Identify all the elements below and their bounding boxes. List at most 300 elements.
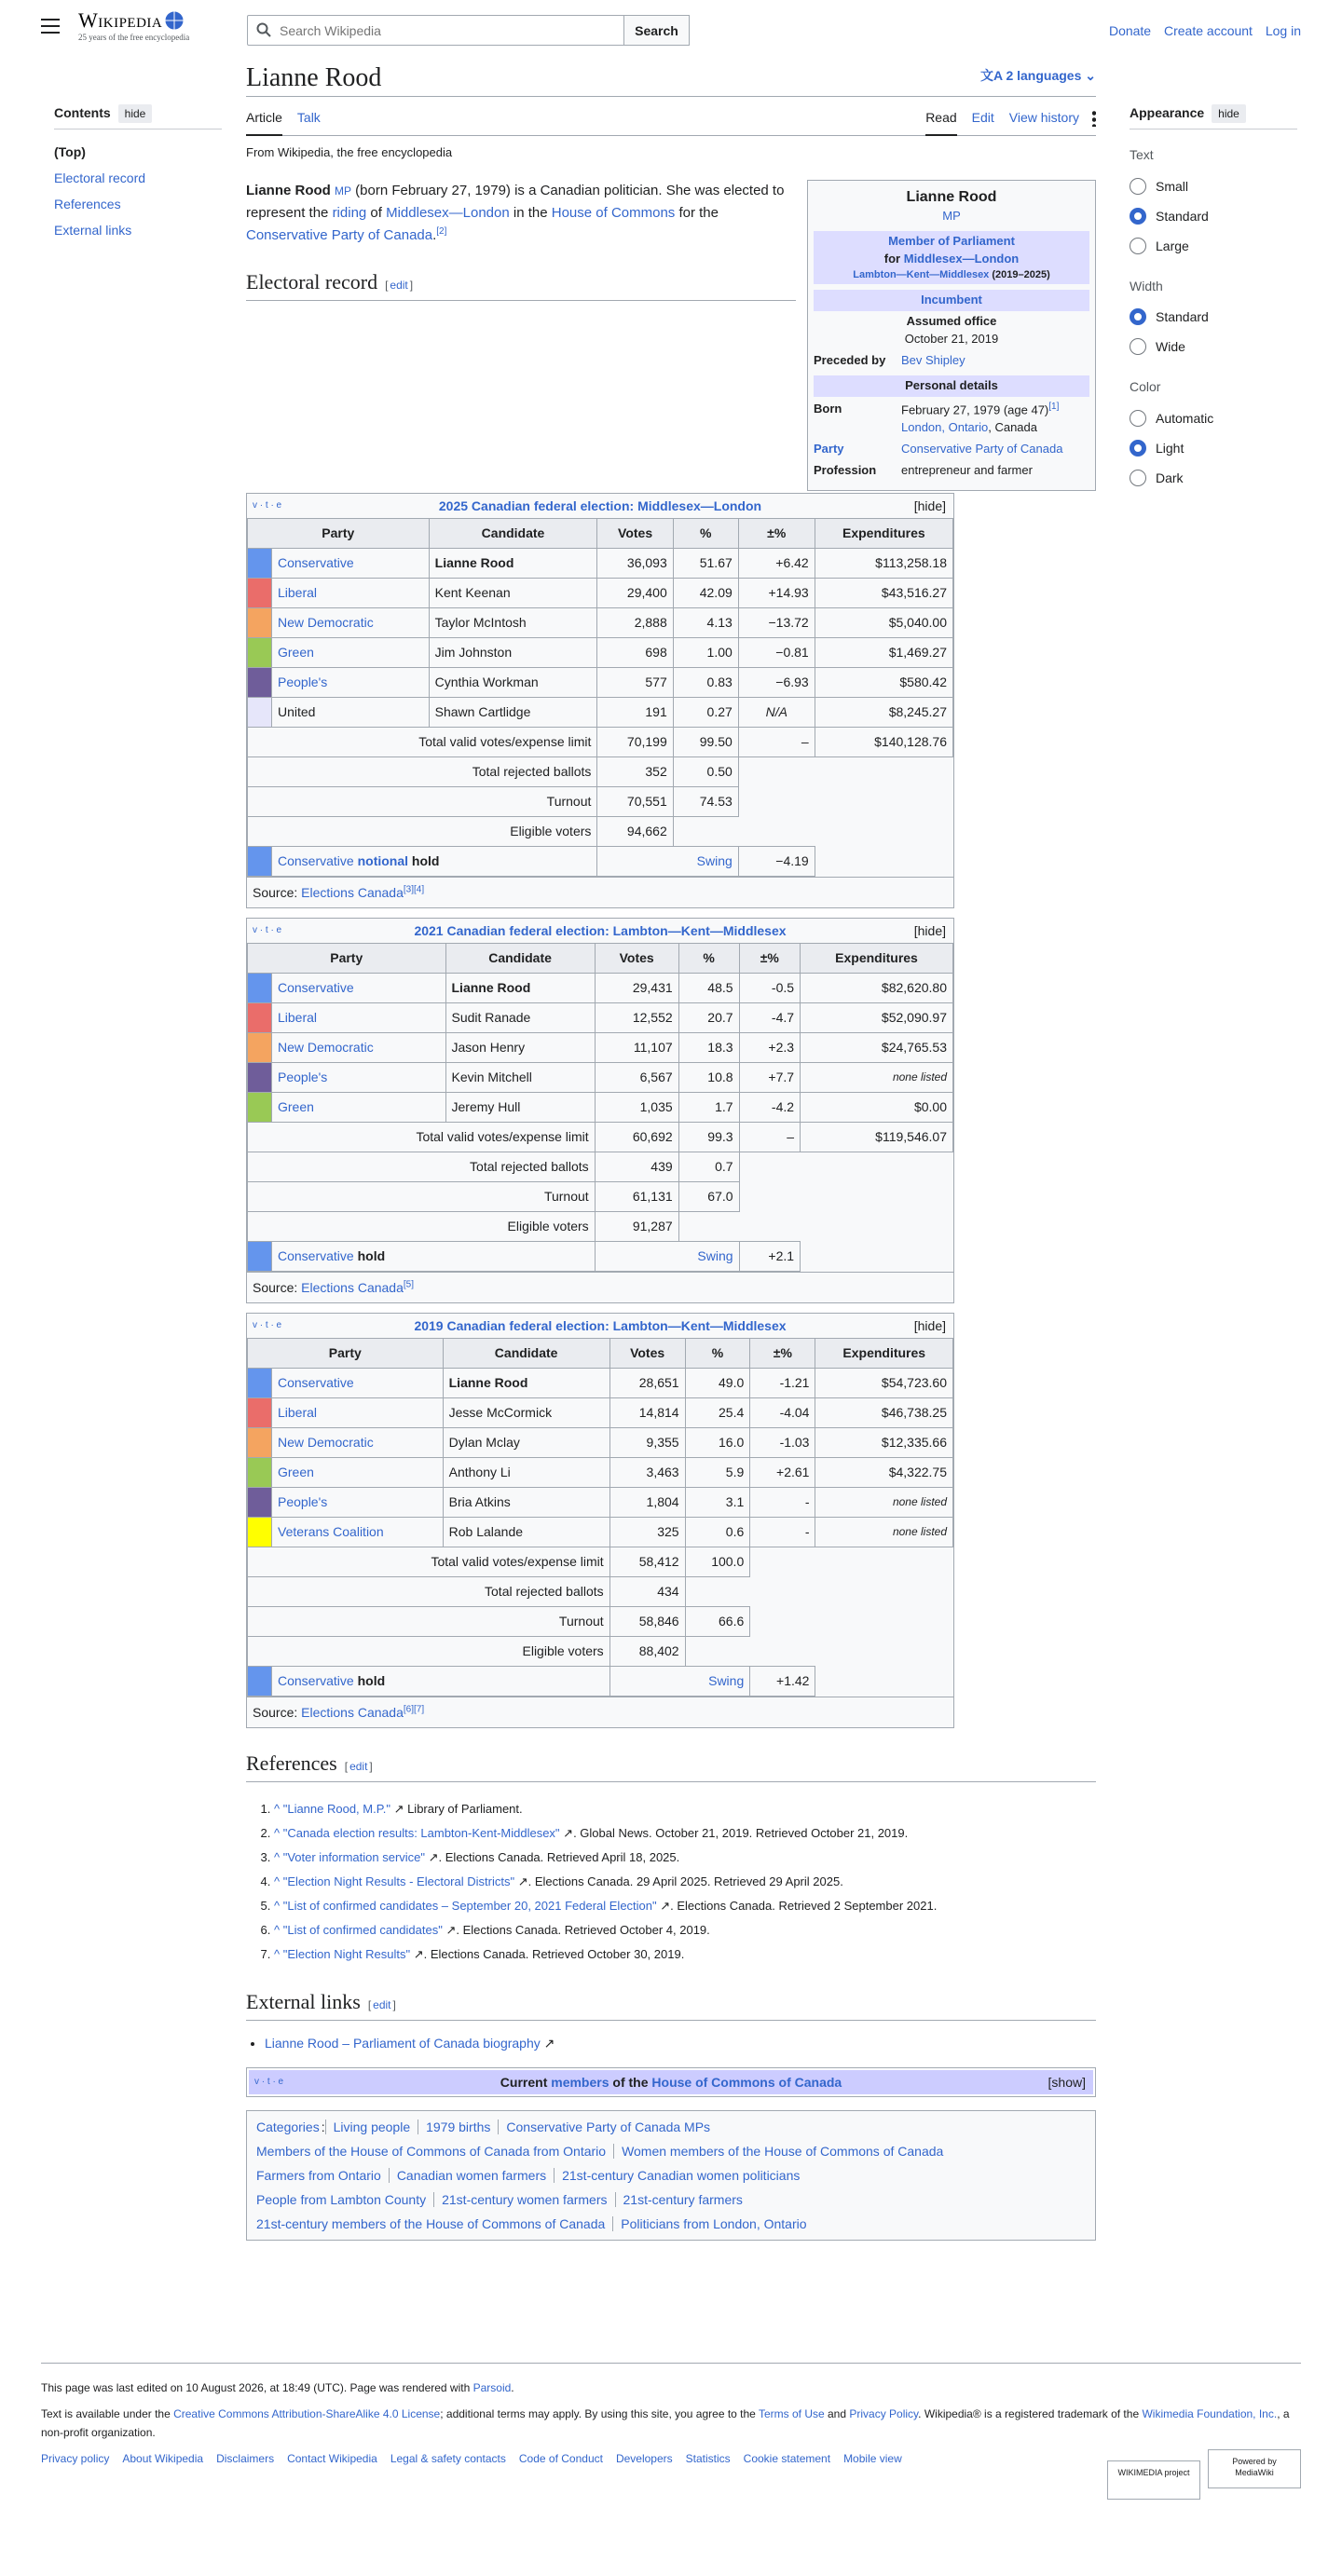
citation-link[interactable]: [3][4]	[403, 884, 425, 895]
appearance-hide-button[interactable]: hide	[1212, 104, 1246, 123]
candidate-cell: Bria Atkins	[443, 1487, 609, 1517]
column-header: Party	[248, 943, 446, 973]
toc-item-external-links[interactable]: External links	[54, 223, 132, 239]
empty-cell	[801, 1211, 953, 1241]
empty-cell	[673, 816, 738, 846]
footer-link-mobile-view[interactable]: Mobile view	[843, 2452, 902, 2465]
totals-percent: 74.53	[673, 786, 738, 816]
party-color-swatch	[248, 1397, 272, 1427]
party-cell	[272, 697, 430, 727]
swing-link[interactable]: Swing	[696, 852, 733, 868]
search-button[interactable]: Search	[623, 15, 690, 46]
expenditure-cell: $52,090.97	[801, 1002, 953, 1032]
empty-cell	[685, 1576, 750, 1606]
party-color-swatch	[248, 1368, 272, 1397]
foundation-link[interactable]: Wikimedia Foundation, Inc.	[1142, 2407, 1278, 2420]
house-of-commons-link[interactable]: House of Commons	[551, 204, 676, 221]
swing-value: +2.1	[739, 1241, 801, 1271]
toc-item-top[interactable]: (Top)	[54, 144, 86, 160]
footer-link-developers[interactable]: Developers	[615, 2452, 673, 2465]
election-title-link[interactable]: 2019 Canadian federal election: Lambton—Kent—Middlesex	[414, 1317, 787, 1333]
table-row	[248, 1397, 953, 1427]
section-heading-references: References [ edit ]	[246, 1749, 1096, 1782]
reference-link[interactable]: "List of confirmed candidates"	[282, 1922, 443, 1937]
party-color-swatch	[248, 697, 272, 727]
table-row	[248, 637, 953, 667]
candidate-cell: Kent Keenan	[429, 578, 597, 607]
party-link[interactable]: Conservative Party of Canada	[246, 226, 433, 243]
candidate-cell: Sudit Ranade	[445, 1002, 595, 1032]
totals-votes: 58,412	[609, 1547, 685, 1576]
change-cell: -	[750, 1487, 815, 1517]
table-source	[247, 1697, 953, 1727]
empty-cell	[685, 1636, 750, 1666]
citation-link[interactable]: [6][7]	[403, 1704, 425, 1715]
table-row	[248, 667, 953, 697]
appearance-width-label: Width	[1130, 278, 1163, 293]
navbox-vte-links[interactable]: v · t · e	[254, 2076, 284, 2087]
radio-label: Wide	[1156, 339, 1185, 355]
party-label-link[interactable]: Party	[814, 441, 844, 456]
party-name[interactable]: New Democratic	[278, 614, 374, 630]
main-content	[246, 60, 1096, 2241]
party-name[interactable]: Green	[278, 1464, 314, 1479]
incumbent-band[interactable]: Incumbent	[814, 290, 1089, 311]
column-header: Expenditures	[815, 1338, 953, 1368]
hold-party-link[interactable]: Conservative	[278, 1247, 354, 1263]
personal-details-band: Personal details	[814, 375, 1089, 397]
radio-button-icon	[1130, 308, 1146, 325]
tab-article[interactable]: Article	[246, 101, 282, 136]
column-header: Party	[248, 518, 430, 548]
expenditure-cell: none listed	[815, 1487, 953, 1517]
candidate-cell: Kevin Mitchell	[445, 1062, 595, 1092]
party-name[interactable]: Liberal	[278, 584, 318, 600]
hide-table-link[interactable]: [hide]	[913, 1317, 946, 1333]
empty-cell	[815, 1606, 953, 1636]
party-color-swatch	[248, 846, 272, 876]
totals-percent: 67.0	[678, 1181, 739, 1211]
change-cell: −0.81	[738, 637, 815, 667]
totals-change: –	[739, 1122, 801, 1152]
percent-cell: 0.6	[685, 1517, 750, 1547]
totals-label: Eligible voters	[248, 816, 597, 846]
riding-link[interactable]: riding	[332, 204, 367, 221]
party-name[interactable]: People's	[278, 1493, 328, 1509]
empty-cell	[738, 756, 815, 786]
category-link-living-people[interactable]: Living people	[325, 2119, 418, 2134]
party-cell	[272, 1032, 446, 1062]
reference-link[interactable]: "Election Night Results - Electoral Districts"	[282, 1874, 515, 1888]
reference-link[interactable]: "List of confirmed candidates – September 20, 2021 Federal Election"	[282, 1898, 657, 1913]
percent-cell: 51.67	[673, 548, 738, 578]
candidate-cell: Taylor McIntosh	[429, 607, 597, 637]
navbox-title-text: Current	[500, 2074, 552, 2090]
party-color-swatch	[248, 1002, 272, 1032]
edit-section-link[interactable]: edit	[349, 1759, 368, 1773]
percent-cell: 25.4	[685, 1397, 750, 1427]
donate-link[interactable]: Donate	[1108, 23, 1152, 38]
votes-cell: 28,651	[609, 1368, 685, 1397]
reference-link[interactable]: "Voter information service"	[282, 1849, 426, 1864]
column-header: ±%	[750, 1338, 815, 1368]
category-link-farmers-from-ontario[interactable]: Farmers from Ontario	[256, 2167, 381, 2183]
totals-label: Total valid votes/expense limit	[248, 1122, 596, 1152]
party-name[interactable]: Conservative	[278, 979, 354, 995]
toc-item-references[interactable]: References	[54, 197, 121, 212]
footer-text: . Wikipedia® is a registered trademark of the	[918, 2407, 1143, 2420]
reference-link[interactable]: "Lianne Rood, M.P."	[282, 1801, 390, 1816]
votes-cell: 577	[597, 667, 673, 697]
table-row	[248, 1457, 953, 1487]
infobox-name: Lianne Rood	[906, 188, 997, 205]
source-label: Source:	[253, 884, 302, 900]
hold-word: hold	[357, 1247, 386, 1263]
column-header: Candidate	[429, 518, 597, 548]
category-row	[253, 2212, 1089, 2236]
table-header-row	[248, 943, 953, 973]
category-link-people-from-lambton-county[interactable]: People from Lambton County	[256, 2191, 427, 2207]
party-name[interactable]: People's	[278, 1069, 328, 1084]
radio-button-icon	[1130, 410, 1146, 427]
expenditure-cell: $12,335.66	[815, 1427, 953, 1457]
back-to-citation-link[interactable]: ^	[274, 1946, 283, 1961]
candidate-cell: Jeremy Hull	[445, 1092, 595, 1122]
category-link-women-members-of-the-house-of-commons-of-canada[interactable]: Women members of the House of Commons of Canada	[613, 2144, 951, 2159]
edit-section-link[interactable]: edit	[373, 1997, 391, 2011]
party-name[interactable]: New Democratic	[278, 1039, 374, 1055]
totals-label: Eligible voters	[248, 1211, 596, 1241]
infobox-post-link[interactable]: MP	[942, 208, 961, 223]
expenditure-cell: $580.42	[815, 667, 952, 697]
totals-row	[248, 1181, 953, 1211]
totals-votes: 60,692	[595, 1122, 678, 1152]
reference-text: . Elections Canada. Retrieved April 18, 2025.	[438, 1849, 680, 1864]
election-title-link[interactable]: 2021 Canadian federal election: Lambton—Kent—Middlesex	[414, 922, 787, 938]
chevron-down-icon: ⌄	[1081, 68, 1096, 83]
tab-view-history[interactable]: View history	[1008, 110, 1079, 125]
table-row	[248, 1002, 953, 1032]
profession-label: Profession	[814, 462, 877, 477]
radio-color-dark[interactable]	[1130, 463, 1297, 493]
category-link-politicians-from-london-ontario[interactable]: Politicians from London, Ontario	[612, 2216, 814, 2231]
party-name[interactable]: Veterans Coalition	[278, 1523, 384, 1539]
reference-item	[274, 1797, 1096, 1821]
table-row	[248, 1487, 953, 1517]
category-link-members-of-the-house-of-commons-of-canada-from-ontario[interactable]: Members of the House of Commons of Canada from Ontario	[256, 2143, 607, 2159]
search-icon	[256, 22, 271, 37]
empty-cell	[750, 1636, 815, 1666]
back-to-citation-link[interactable]: ^	[274, 1825, 283, 1840]
category-link-21st-century-farmers[interactable]: 21st-century farmers	[615, 2192, 750, 2207]
change-cell: −6.93	[738, 667, 815, 697]
logo-wordmark: Wikipedia	[78, 8, 163, 32]
hold-row	[248, 846, 953, 876]
more-tools-icon[interactable]	[1092, 110, 1096, 127]
mp-link[interactable]: MP	[335, 184, 351, 198]
swing-cell	[609, 1666, 750, 1696]
radio-text-large[interactable]	[1130, 231, 1297, 261]
toc-hide-button[interactable]: hide	[118, 104, 153, 123]
radio-width-standard[interactable]	[1130, 302, 1297, 332]
radio-width-wide[interactable]	[1130, 332, 1297, 361]
swing-link[interactable]: Swing	[708, 1672, 745, 1688]
reference-item	[274, 1894, 1096, 1918]
office-link[interactable]: Member of Parliament	[888, 233, 1015, 248]
party-color-swatch	[248, 1427, 272, 1457]
empty-cell	[739, 1152, 801, 1181]
election-table	[246, 1313, 954, 1728]
logo-tagline: 25 years of the free encyclopedia	[78, 33, 190, 42]
footer-link-disclaimers[interactable]: Disclaimers	[216, 2452, 275, 2465]
table-row	[248, 1368, 953, 1397]
log-in-link[interactable]: Log in	[1265, 23, 1301, 38]
candidate-cell: Lianne Rood	[445, 973, 595, 1002]
table-of-contents	[54, 102, 222, 243]
empty-cell	[678, 1211, 739, 1241]
empty-cell	[801, 1181, 953, 1211]
radio-text-small[interactable]	[1130, 171, 1297, 201]
born-label: Born	[814, 401, 842, 416]
candidate-cell: Anthony Li	[443, 1457, 609, 1487]
reference-item	[274, 1942, 1096, 1967]
percent-cell: 42.09	[673, 578, 738, 607]
wikimedia-badge[interactable]: WIKIMEDIA project	[1107, 2460, 1200, 2500]
party-name[interactable]: Liberal	[278, 1404, 318, 1420]
back-to-citation-link[interactable]: ^	[274, 1922, 283, 1937]
radio-color-automatic[interactable]	[1130, 403, 1297, 433]
hold-party-link[interactable]: Conservative	[278, 1672, 354, 1688]
totals-row	[248, 1606, 953, 1636]
percent-cell: 5.9	[685, 1457, 750, 1487]
empty-cell	[815, 816, 952, 846]
election-title-link[interactable]: 2025 Canadian federal election: Middlesex—London	[438, 497, 762, 513]
category-row	[253, 2188, 1089, 2212]
hold-party-link[interactable]: Conservative	[278, 852, 354, 868]
totals-label: Total valid votes/expense limit	[248, 1547, 610, 1576]
percent-cell: 49.0	[685, 1368, 750, 1397]
empty-cell	[815, 1666, 953, 1696]
tab-read[interactable]: Read	[925, 101, 956, 136]
citation-link[interactable]: [1]	[1048, 401, 1060, 412]
candidate-cell: Rob Lalande	[443, 1517, 609, 1547]
back-to-citation-link[interactable]: ^	[274, 1874, 283, 1888]
appearance-panel	[1130, 102, 1297, 493]
hold-word: hold	[357, 1672, 386, 1688]
language-button[interactable]	[980, 65, 1096, 86]
votes-cell: 14,814	[609, 1397, 685, 1427]
totals-change: –	[738, 727, 815, 756]
footer-text: Text is available under the	[41, 2407, 174, 2420]
category-link-conservative-party-of-canada-mps[interactable]: Conservative Party of Canada MPs	[498, 2119, 718, 2134]
source-link[interactable]: Elections Canada	[301, 884, 404, 900]
votes-cell: 6,567	[595, 1062, 678, 1092]
radio-label: Standard	[1156, 208, 1209, 224]
source-link[interactable]: Elections Canada	[301, 1279, 404, 1295]
footer-link-about-wikipedia[interactable]: About Wikipedia	[122, 2452, 204, 2465]
votes-cell: 191	[597, 697, 673, 727]
party-cell	[272, 607, 430, 637]
back-to-citation-link[interactable]: ^	[274, 1849, 283, 1864]
external-link[interactable]: Lianne Rood – Parliament of Canada biography	[265, 2035, 541, 2051]
category-link-canadian-women-farmers[interactable]: Canadian women farmers	[389, 2168, 554, 2183]
totals-expenditure: $119,546.07	[801, 1122, 953, 1152]
hold-cell	[272, 846, 597, 876]
external-link-icon: ↗	[656, 1898, 671, 1913]
expenditure-cell: none listed	[815, 1517, 953, 1547]
navbox	[246, 2067, 1096, 2097]
percent-cell: 1.00	[673, 637, 738, 667]
external-link-icon: ↗	[559, 1825, 574, 1840]
table-row	[248, 1062, 953, 1092]
table-row	[248, 1032, 953, 1062]
candidate-cell: Jim Johnston	[429, 637, 597, 667]
main-menu-icon[interactable]	[41, 19, 60, 34]
change-cell: +14.93	[738, 578, 815, 607]
hide-table-link[interactable]: [hide]	[913, 922, 946, 938]
party-cell	[272, 1457, 444, 1487]
toc-item-electoral-record[interactable]: Electoral record	[54, 170, 146, 186]
edit-section-link[interactable]: edit	[390, 278, 408, 292]
categories-label-link[interactable]: Categories	[256, 2119, 320, 2134]
footer-link-legal-safety-contacts[interactable]: Legal & safety contacts	[390, 2452, 506, 2465]
reference-text: . Elections Canada. 29 April 2025. Retrieved 29 April 2025.	[527, 1874, 843, 1888]
footer-link-cookie-statement[interactable]: Cookie statement	[743, 2452, 831, 2465]
category-link-21st-century-canadian-women-politicians[interactable]: 21st-century Canadian women politicians	[554, 2168, 807, 2183]
prior-district-link[interactable]: Lambton—Kent—Middlesex	[853, 268, 990, 280]
section-heading-electoral-record: Electoral record [ edit ]	[246, 267, 796, 301]
reference-text: Library of Parliament.	[404, 1801, 523, 1816]
radio-button-icon	[1130, 208, 1146, 225]
totals-label: Total rejected ballots	[248, 756, 597, 786]
expenditure-cell: $43,516.27	[815, 578, 952, 607]
tab-edit[interactable]: Edit	[971, 110, 994, 125]
party-cell	[272, 667, 430, 697]
votes-cell: 36,093	[597, 548, 673, 578]
parsoid-link[interactable]: Parsoid	[472, 2381, 512, 2394]
back-to-citation-link[interactable]: ^	[274, 1898, 283, 1913]
radio-label: Automatic	[1156, 410, 1214, 426]
table-row	[248, 697, 953, 727]
totals-votes: 91,287	[595, 1211, 678, 1241]
mediawiki-badge[interactable]: Powered by MediaWiki	[1208, 2449, 1301, 2488]
vte-links[interactable]: v · t · e	[253, 924, 282, 935]
infobox-district-link[interactable]: Middlesex—London	[903, 251, 1020, 266]
party-color-swatch	[248, 607, 272, 637]
search-input[interactable]	[247, 15, 624, 46]
privacy-policy-link[interactable]: Privacy Policy	[849, 2407, 919, 2420]
tab-talk[interactable]: Talk	[296, 110, 321, 125]
category-row: Categories : Living people 1979 births Conservative Party of Canada MPs	[253, 2115, 1089, 2139]
footer-link-statistics[interactable]: Statistics	[685, 2452, 731, 2465]
create-account-link[interactable]: Create account	[1164, 23, 1253, 38]
candidate-cell: Jason Henry	[445, 1032, 595, 1062]
external-link-icon: ↗	[514, 1874, 528, 1888]
totals-row	[248, 756, 953, 786]
party-color-swatch	[248, 637, 272, 667]
navbox-show-link[interactable]: [show]	[1048, 2074, 1086, 2090]
totals-row	[248, 786, 953, 816]
category-link-21st-century-members-of-the-house-of-commons-of-canada[interactable]: 21st-century members of the House of Commons of Canada	[256, 2215, 606, 2231]
party-name[interactable]: Conservative	[278, 554, 354, 570]
hold-word: hold	[411, 852, 440, 868]
born-date: February 27, 1979 (age 47)	[901, 402, 1049, 416]
born-place-link[interactable]: London, Ontario	[901, 419, 989, 434]
percent-cell: 0.83	[673, 667, 738, 697]
reference-link[interactable]: "Canada election results: Lambton-Kent-Middlesex"	[282, 1825, 560, 1840]
radio-text-standard[interactable]	[1130, 201, 1297, 231]
citation-link[interactable]: [5]	[403, 1279, 415, 1290]
empty-cell	[815, 1576, 953, 1606]
category-link-1979-births[interactable]: 1979 births	[418, 2119, 498, 2134]
navbox-members-link[interactable]: members	[551, 2074, 609, 2090]
user-links	[1100, 20, 1301, 41]
back-to-citation-link[interactable]: ^	[274, 1801, 283, 1816]
preceded-by-link[interactable]: Bev Shipley	[901, 352, 965, 367]
expenditure-cell: $46,738.25	[815, 1397, 953, 1427]
party-name[interactable]: Liberal	[278, 1009, 318, 1025]
reference-link[interactable]: "Election Night Results"	[282, 1946, 411, 1961]
empty-cell	[750, 1547, 815, 1576]
footer-link-contact-wikipedia[interactable]: Contact Wikipedia	[287, 2452, 377, 2465]
totals-votes: 70,551	[597, 786, 673, 816]
terms-link[interactable]: Terms of Use	[758, 2407, 825, 2420]
party-name[interactable]: Green	[278, 1098, 314, 1114]
vte-links[interactable]: v · t · e	[253, 1319, 282, 1330]
expenditure-cell: $1,469.27	[815, 637, 952, 667]
party-name[interactable]: Green	[278, 644, 314, 660]
party-name[interactable]: New Democratic	[278, 1434, 374, 1450]
vte-links[interactable]: v · t · e	[253, 499, 282, 511]
external-link-icon: ↗	[410, 1946, 424, 1961]
party-name[interactable]: People's	[278, 674, 328, 689]
party-name[interactable]: Conservative	[278, 1374, 354, 1390]
assumed-office-label: Assumed office	[906, 314, 997, 329]
swing-link[interactable]: Swing	[697, 1247, 733, 1263]
citation-link[interactable]: [2]	[436, 225, 447, 237]
heading-text: External links	[246, 1989, 361, 2013]
navbox-house-link[interactable]: House of Commons of Canada	[651, 2074, 842, 2090]
infobox-party-link[interactable]: Conservative Party of Canada	[901, 441, 1063, 456]
hide-table-link[interactable]: [hide]	[913, 497, 946, 513]
reference-item	[274, 1918, 1096, 1942]
lead-text: of	[366, 204, 387, 221]
wikipedia-logo[interactable]	[78, 9, 227, 50]
totals-percent: 100.0	[685, 1547, 750, 1576]
totals-label: Turnout	[248, 1181, 596, 1211]
totals-votes: 434	[609, 1576, 685, 1606]
footer-link-privacy-policy[interactable]: Privacy policy	[41, 2452, 110, 2465]
candidate-cell: Jesse McCormick	[443, 1397, 609, 1427]
footer-link-code-of-conduct[interactable]: Code of Conduct	[518, 2452, 603, 2465]
source-link[interactable]: Elections Canada	[301, 1704, 404, 1720]
profession-value: entrepreneur and farmer	[901, 462, 1033, 477]
category-box	[246, 2110, 1096, 2241]
notional-link[interactable]: notional	[357, 852, 409, 868]
totals-label: Total rejected ballots	[248, 1152, 596, 1181]
column-header: Party	[248, 1338, 444, 1368]
percent-cell: 16.0	[685, 1427, 750, 1457]
license-link[interactable]: Creative Commons Attribution-ShareAlike 4.0 License	[173, 2407, 441, 2420]
votes-cell: 1,804	[609, 1487, 685, 1517]
party-name: United	[278, 703, 316, 719]
column-header: Expenditures	[801, 943, 953, 973]
external-link-icon: ↗	[425, 1849, 439, 1864]
district-link[interactable]: Middlesex—London	[386, 204, 510, 221]
category-link-21st-century-women-farmers[interactable]: 21st-century women farmers	[433, 2192, 614, 2207]
change-cell: -4.7	[739, 1002, 801, 1032]
radio-color-light[interactable]	[1130, 433, 1297, 463]
